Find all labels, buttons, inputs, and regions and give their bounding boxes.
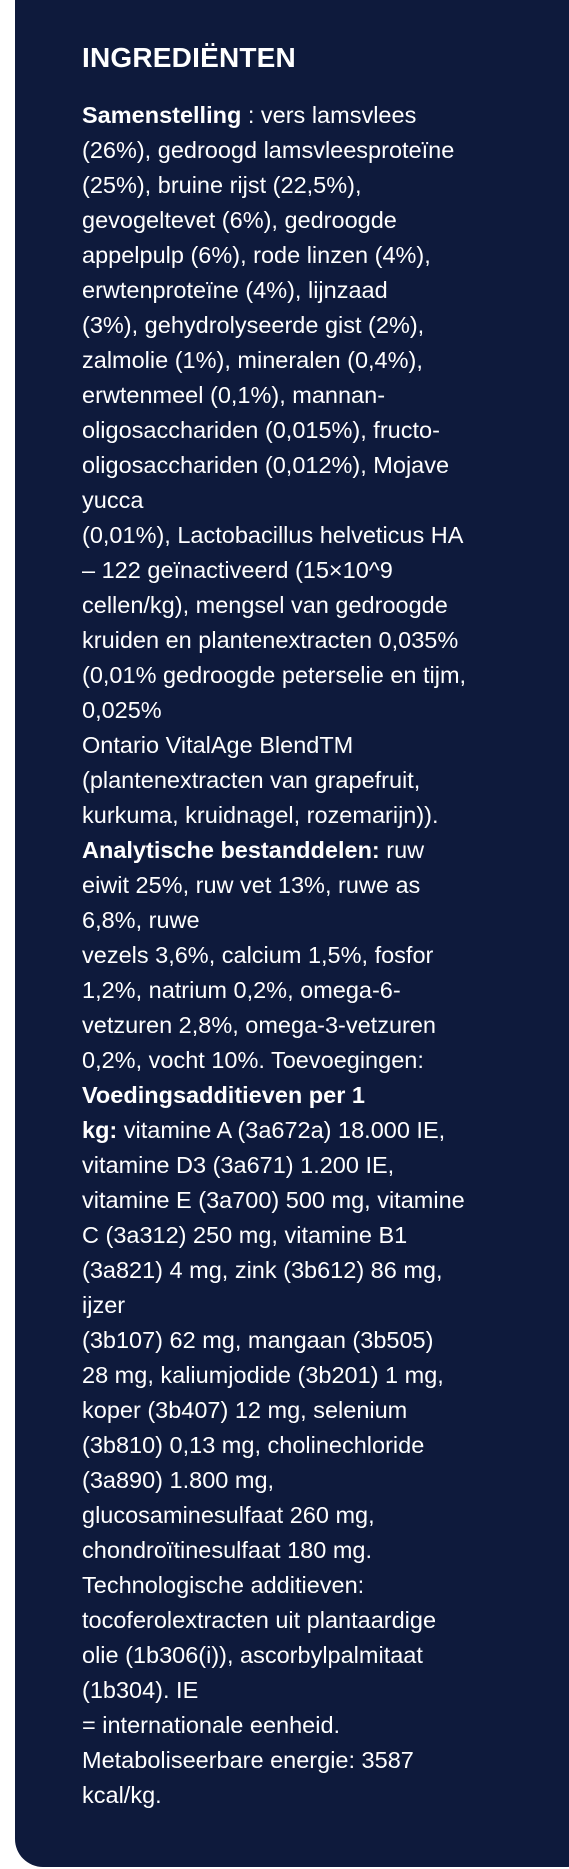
composition-line: 0,025%	[82, 697, 162, 723]
composition-line: (0,01%), Lactobacillus helveticus HA	[82, 522, 464, 548]
additives-line: olie (1b306(i)), ascorbylpalmitaat	[82, 1642, 423, 1668]
section-heading: INGREDIËNTEN	[82, 42, 296, 73]
analytical-line: vezels 3,6%, calcium 1,5%, fosfor	[82, 942, 434, 968]
additives-line: Technologische additieven:	[82, 1572, 365, 1598]
composition-line: (plantenextracten van grapefruit,	[82, 767, 421, 793]
additives-line: (3b107) 62 mg, mangaan (3b505)	[82, 1327, 434, 1353]
analytical-label: Analytische bestanddelen:	[82, 837, 380, 863]
ingredients-content	[82, 38, 522, 1813]
composition-line: – 122 geïnactiveerd (15×10^9	[82, 557, 393, 583]
composition-line: oligosacchariden (0,012%), Mojave	[82, 452, 450, 478]
composition-line: erwtenproteïne (4%), lijnzaad	[82, 277, 388, 303]
analytical-line: eiwit 25%, ruw vet 13%, ruwe as	[82, 872, 421, 898]
additives-line: = internationale eenheid.	[82, 1712, 341, 1738]
composition-line: kruiden en plantenextracten 0,035%	[82, 627, 459, 653]
composition-line: oligosacchariden (0,015%), fructo-	[82, 417, 440, 443]
composition-text: : vers lamsvlees	[241, 102, 417, 128]
composition-line: kurkuma, kruidnagel, rozemarijn)).	[82, 802, 439, 828]
additives-line: chondroïtinesulfaat 180 mg.	[82, 1537, 373, 1563]
additives-line: kcal/kg.	[82, 1782, 162, 1808]
additives-line: ijzer	[82, 1292, 126, 1318]
composition-label: Samenstelling	[82, 102, 242, 128]
composition-line	[82, 98, 522, 133]
composition-line: (25%), bruine rijst (22,5%),	[82, 172, 362, 198]
additives-line: 28 mg, kaliumjodide (3b201) 1 mg,	[82, 1362, 444, 1388]
composition-line: appelpulp (6%), rode linzen (4%),	[82, 242, 431, 268]
additives-label: Voedingsadditieven per 1	[82, 1082, 365, 1108]
additives-line	[82, 1113, 522, 1148]
additives-line: tocoferolextracten uit plantaardige	[82, 1607, 437, 1633]
additives-line: Metaboliseerbare energie: 3587	[82, 1747, 414, 1773]
additives-line: glucosaminesulfaat 260 mg,	[82, 1502, 375, 1528]
composition-line: erwtenmeel (0,1%), mannan-	[82, 382, 386, 408]
additives-line: (3b810) 0,13 mg, cholinechloride	[82, 1432, 425, 1458]
analytical-line	[82, 833, 522, 868]
analytical-text: ruw	[379, 837, 425, 863]
analytical-line: 6,8%, ruwe	[82, 907, 200, 933]
composition-line: Ontario VitalAge BlendTM	[82, 732, 354, 758]
additives-label-unit: kg:	[82, 1117, 118, 1143]
composition-line: cellen/kg), mengsel van gedroogde	[82, 592, 448, 618]
ingredients-text	[82, 98, 522, 1813]
composition-line: yucca	[82, 487, 144, 513]
analytical-line: 1,2%, natrium 0,2%, omega-6-	[82, 977, 401, 1003]
composition-line: (0,01% gedroogde peterselie en tijm,	[82, 662, 467, 688]
analytical-line: vetzuren 2,8%, omega-3-vetzuren	[82, 1012, 436, 1038]
additives-line: koper (3b407) 12 mg, selenium	[82, 1397, 408, 1423]
additives-line: (1b304). IE	[82, 1677, 199, 1703]
additives-text: vitamine A (3a672a) 18.000 IE,	[117, 1117, 446, 1143]
additives-line: (3a821) 4 mg, zink (3b612) 86 mg,	[82, 1257, 443, 1283]
composition-line: (3%), gehydrolyseerde gist (2%),	[82, 312, 425, 338]
additives-line: vitamine E (3a700) 500 mg, vitamine	[82, 1187, 465, 1213]
composition-line: (26%), gedroogd lamsvleesproteïne	[82, 137, 455, 163]
additives-line: (3a890) 1.800 mg,	[82, 1467, 275, 1493]
additives-line: C (3a312) 250 mg, vitamine B1	[82, 1222, 408, 1248]
additives-line: vitamine D3 (3a671) 1.200 IE,	[82, 1152, 395, 1178]
composition-line: zalmolie (1%), mineralen (0,4%),	[82, 347, 423, 373]
composition-line: gevogeltevet (6%), gedroogde	[82, 207, 397, 233]
analytical-line: 0,2%, vocht 10%. Toevoegingen:	[82, 1047, 424, 1073]
